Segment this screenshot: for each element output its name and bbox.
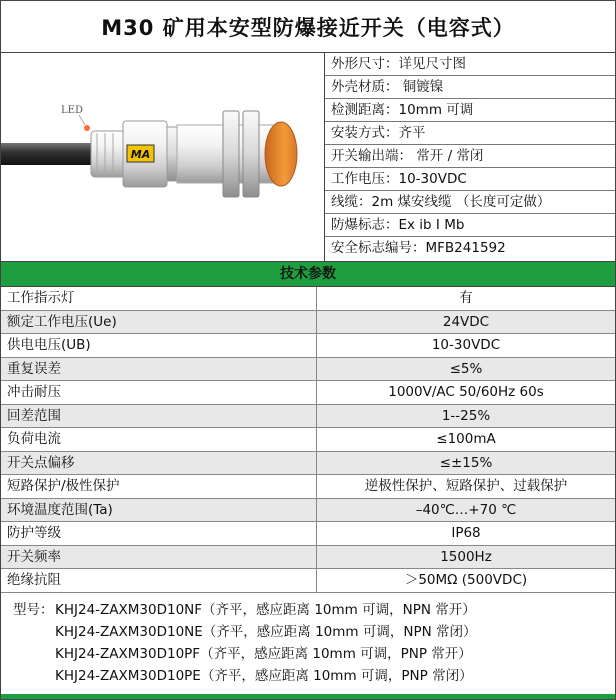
param-name: 工作指示灯 bbox=[1, 287, 317, 310]
param-name: 重复误差 bbox=[1, 358, 317, 381]
table-row bbox=[1, 334, 615, 358]
model-list bbox=[1, 593, 615, 687]
table-row bbox=[1, 287, 615, 311]
model-text: KHJ24-ZAXM30D10NE（齐平，感应距离 10mm 可调，NPN 常闭） bbox=[55, 623, 477, 640]
param-value: 1--25% bbox=[441, 407, 491, 424]
spec-dimensions: 外形尺寸：详见尺寸图 bbox=[325, 53, 615, 76]
cable bbox=[1, 143, 96, 165]
spec-mounting: 安装方式：齐平 bbox=[325, 122, 615, 145]
table-row bbox=[1, 358, 615, 382]
spec-voltage: 工作电压：10-30VDC bbox=[325, 168, 615, 191]
param-value: 有 bbox=[459, 290, 473, 306]
tech-params-heading: 技术参数 bbox=[1, 262, 615, 287]
param-value: 1000V/AC 50/60Hz 60s bbox=[388, 384, 544, 400]
table-row bbox=[1, 569, 615, 593]
table-row bbox=[1, 428, 615, 452]
param-name: 负荷电流 bbox=[1, 428, 317, 451]
param-value: IP68 bbox=[451, 525, 481, 541]
table-row bbox=[1, 499, 615, 523]
table-row bbox=[1, 475, 615, 499]
param-value: ≤5% bbox=[449, 360, 483, 377]
lock-nut-1 bbox=[223, 111, 239, 197]
param-name: 供电电压(UB) bbox=[1, 334, 317, 357]
list-item bbox=[1, 621, 615, 643]
tech-params-table bbox=[1, 287, 615, 593]
param-name: 额定工作电压(Ue) bbox=[1, 311, 317, 334]
led-indicator bbox=[84, 125, 90, 131]
table-row bbox=[1, 311, 615, 335]
list-item bbox=[1, 665, 615, 687]
spec-safety-number: 安全标志编号：MFB241592 bbox=[331, 240, 506, 256]
param-name: 回差范围 bbox=[1, 405, 317, 428]
footer-bar bbox=[1, 694, 615, 699]
param-value: 逆极性保护、短路保护、过载保护 bbox=[364, 478, 568, 494]
param-name: 短路保护/极性保护 bbox=[1, 475, 317, 498]
param-value: –40℃…+70 ℃ bbox=[415, 501, 517, 518]
table-row bbox=[1, 405, 615, 429]
spec-output: 开关输出端： 常开 / 常闭 bbox=[325, 145, 615, 168]
model-text: KHJ24-ZAXM30D10PE（齐平，感应距离 10mm 可调，PNP 常闭） bbox=[55, 667, 473, 684]
spec-material: 外壳材质： 铜镀镍 bbox=[325, 76, 615, 99]
model-text: KHJ24-ZAXM30D10PF（齐平，感应距离 10mm 可调，PNP 常开） bbox=[55, 645, 472, 662]
param-name: 绝缘抗阻 bbox=[1, 569, 317, 592]
led-label: LED bbox=[61, 105, 83, 116]
model-label: 型号： bbox=[13, 601, 54, 618]
cable-gland bbox=[91, 131, 125, 177]
table-row bbox=[1, 381, 615, 405]
param-name: 环境温度范围(Ta) bbox=[1, 499, 317, 522]
sensor-product-image bbox=[1, 53, 325, 261]
list-item bbox=[1, 599, 615, 621]
page-title: M30 矿用本安型防爆接近开关（电容式） bbox=[1, 1, 615, 53]
lock-nut-2 bbox=[243, 111, 259, 197]
list-item bbox=[1, 643, 615, 665]
model-text: KHJ24-ZAXM30D10NF（齐平，感应距离 10mm 可调，NPN 常开） bbox=[55, 601, 476, 618]
param-value: ≤±15% bbox=[439, 454, 493, 471]
table-row bbox=[1, 546, 615, 570]
param-value: ≤100mA bbox=[436, 431, 496, 447]
overview-section bbox=[1, 53, 615, 262]
param-name: 防护等级 bbox=[1, 522, 317, 545]
table-row bbox=[1, 452, 615, 476]
param-name: 冲击耐压 bbox=[1, 381, 317, 404]
param-name: 开关频率 bbox=[1, 546, 317, 569]
sensor-illustration bbox=[1, 53, 324, 261]
param-value: 24VDC bbox=[442, 313, 490, 330]
spec-distance: 检测距离：10mm 可调 bbox=[325, 99, 615, 122]
param-value: 1500Hz bbox=[440, 548, 492, 565]
spec-cable: 线缆：2m 煤安线缆 （长度可定做） bbox=[325, 191, 615, 214]
param-value: ＞50MΩ (500VDC) bbox=[404, 572, 528, 588]
table-row bbox=[1, 522, 615, 546]
spec-ex-mark: 防爆标志：Ex ib I Mb bbox=[325, 214, 615, 237]
sensing-face bbox=[265, 122, 297, 186]
ma-badge-text: MA bbox=[130, 148, 151, 161]
param-name: 开关点偏移 bbox=[1, 452, 317, 475]
param-value: 10-30VDC bbox=[431, 337, 501, 353]
spec-summary bbox=[325, 53, 615, 261]
